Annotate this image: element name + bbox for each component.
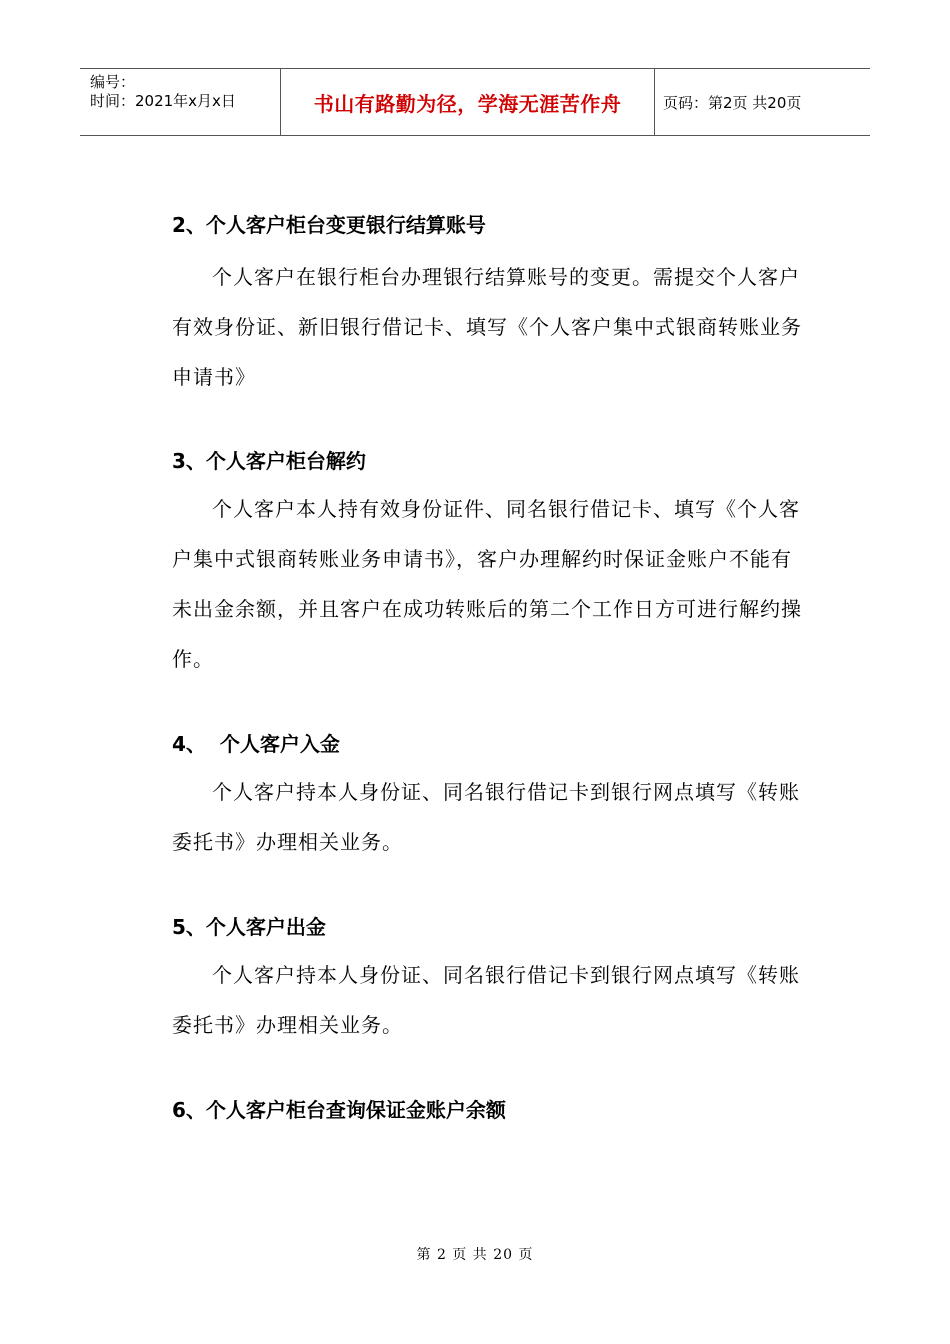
section-6 [172, 1095, 812, 1125]
section-title: 6、个人客户柜台查询保证金账户余额 [172, 1098, 506, 1122]
header-page-info: 页码：第2页 共20页 [663, 93, 802, 112]
section-3 [172, 446, 812, 684]
section-paragraph: 个人客户持本人身份证、同名银行借记卡到银行网点填写《转账委托书》办理相关业务。 [172, 780, 800, 854]
section-title: 3、个人客户柜台解约 [172, 449, 366, 473]
document-date: 时间：2021年x月x日 [90, 92, 236, 110]
section-paragraph: 个人客户持本人身份证、同名银行借记卡到银行网点填写《转账委托书》办理相关业务。 [172, 963, 800, 1037]
header-motto: 书山有路勤为径，学海无涯苦作舟 [281, 69, 655, 135]
section-4 [172, 729, 812, 867]
document-number-label: 编号： [90, 73, 136, 91]
section-paragraph: 个人客户在银行柜台办理银行结算账号的变更。需提交个人客户有效身份证、新旧银行借记卡、填写《个人客户集中式银商转账业务申请书》 [172, 265, 802, 389]
section-paragraph: 个人客户本人持有效身份证件、同名银行借记卡、填写《个人客户集中式银商转账业务申请书》，客户办理解约时保证金账户不能有未出金余额，并且客户在成功转账后的第二个工作日方可进行解约操作。 [172, 497, 802, 671]
section-title: 5、个人客户出金 [172, 915, 326, 939]
section-5 [172, 912, 812, 1050]
page-footer: 第 2 页 共 20 页 [416, 1247, 534, 1263]
section-title: 2、个人客户柜台变更银行结算账号 [172, 213, 486, 237]
page-header [80, 68, 870, 136]
header-meta [80, 69, 281, 135]
document-body [172, 210, 812, 1125]
section-title: 4、 个人客户入金 [172, 732, 340, 756]
section-2 [172, 210, 812, 402]
